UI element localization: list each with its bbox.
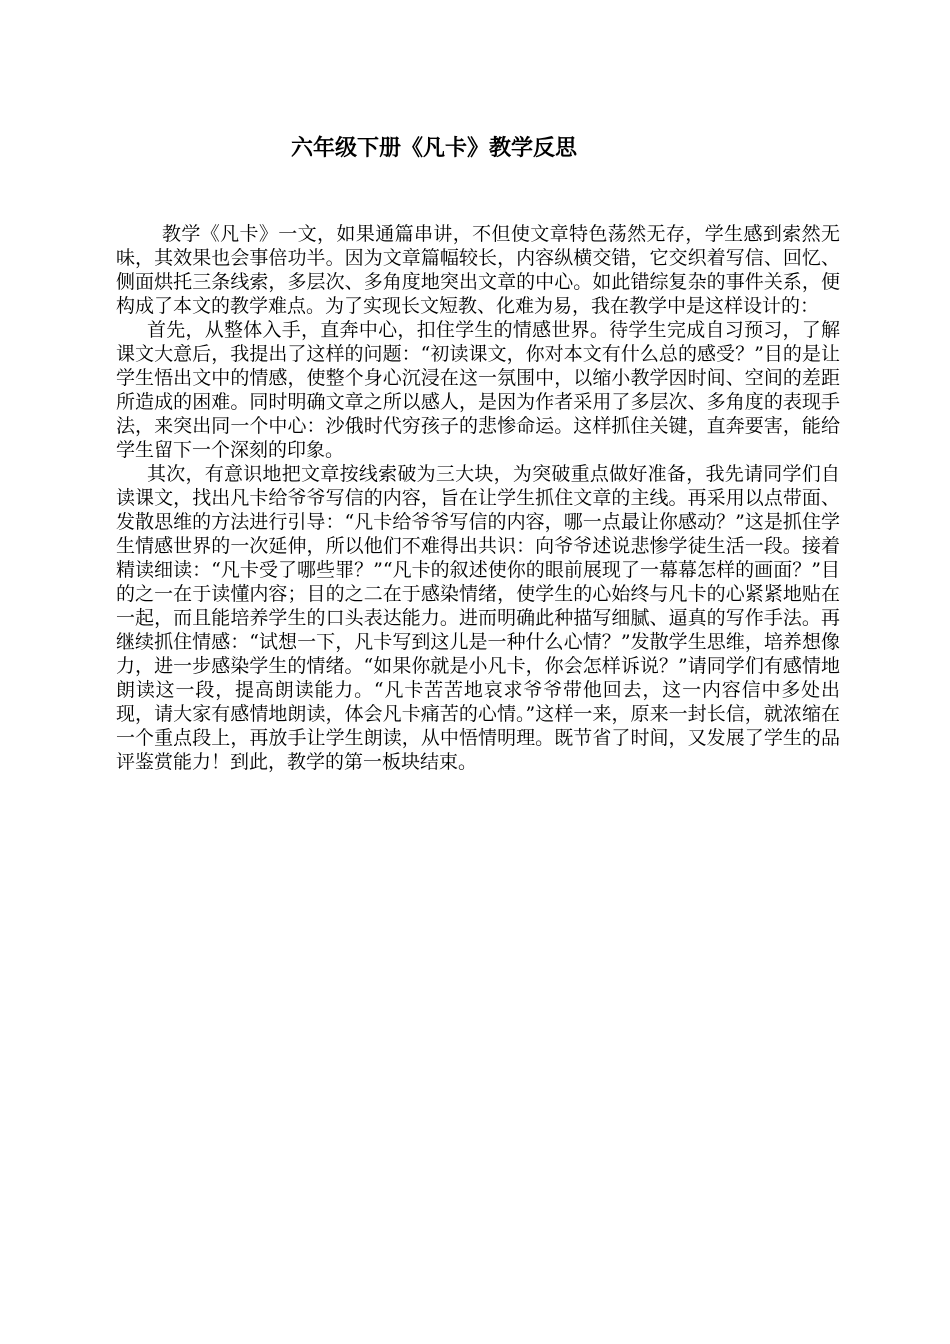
paragraph-second-step: 其次，有意识地把文章按线索破为三大块，为突破重点做好准备，我先请同学们自读课文，找出凡卡给爷爷写信的内容，旨在让学生抓住文章的主线。再采用以点带面、发散思维的方法进行引导：“凡卡给爷爷写信的内容，哪一点最让你感动？”这是抓住学生情感世界的一次延伸，所以他们不难得出共识：向爷爷述说悲惨学徒生活一段。接着精读细读：“凡卡受了哪些罪？”“凡卡的叙述使你的眼前展现了一幕幕怎样的画面？”目的之一在于读懂内容；目的之二在于感染情绪，使学生的心始终与凡卡的心紧紧地贴在一起，而且能培养学生的口头表达能力。进而明确此种描写细腻、逼真的写作手法。再继续抓住情感：“试想一下，凡卡写到这儿是一种什么心情？”发散学生思维，培养想像力，进一步感染学生的情绪。“如果你就是小凡卡，你会怎样诉说？”请同学们有感情地朗读这一段，提高朗读能力。“凡卡苦苦地哀求爷爷带他回去，这一内容信中多处出现，请大家有感情地朗读，体会凡卡痛苦的心情。”这样一来，原来一封长信，就浓缩在一个重点段上，再放手让学生朗读，从中悟情明理。既节省了时间，又发展了学生的品评鉴赏能力！到此，教学的第一板块结束。 [116,463,840,773]
document-title: 六年级下册《凡卡》教学反思 [290,136,577,161]
document-body [116,222,840,774]
paragraph-first-step: 首先，从整体入手，直奔中心，扣住学生的情感世界。待学生完成自习预习，了解课文大意后，我提出了这样的问题：“初读课文，你对本文有什么总的感受？”目的是让学生悟出文中的情感，使整个身心沉浸在这一氛围中，以缩小教学因时间、空间的差距所造成的困难。同时明确文章之所以感人，是因为作者采用了多层次、多角度的表现手法，来突出同一个中心：沙俄时代穷孩子的悲惨命运。这样抓住关键，直奔要害，能给学生留下一个深刻的印象。 [116,319,840,461]
paragraph-intro: 教学《凡卡》一文，如果通篇串讲，不但使文章特色荡然无存，学生感到索然无味，其效果也会事倍功半。因为文章篇幅较长，内容纵横交错，它交织着写信、回忆、侧面烘托三条线索，多层次、多角度地突出文章的中心。如此错综复杂的事件关系，便构成了本文的教学难点。为了实现长文短教、化难为易，我在教学中是这样设计的： [116,223,840,317]
